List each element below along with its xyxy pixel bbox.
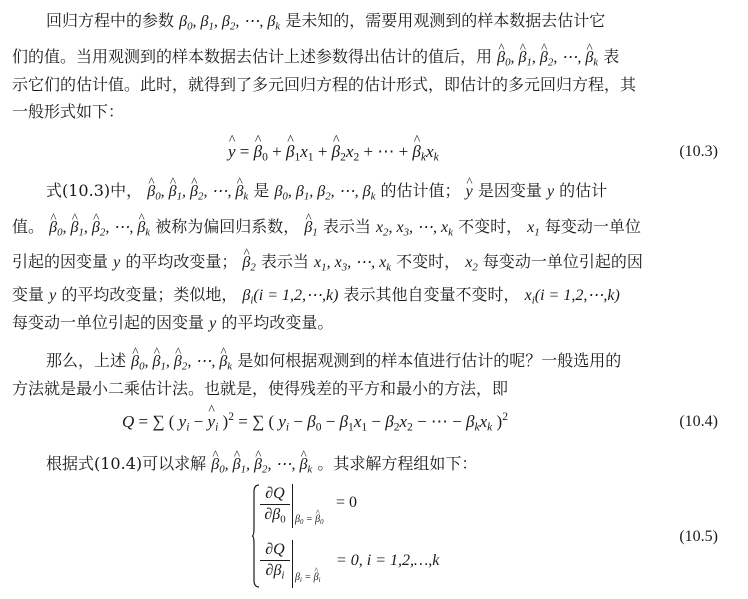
text-span: 的平均改变量；类似地， <box>61 285 238 304</box>
text-span: 变量 <box>12 285 45 304</box>
math-inline: $x_2$ <box>465 254 478 274</box>
text-span: 的平均改变量； <box>125 252 238 271</box>
text-span: 被称为偏回归系数， <box>155 217 300 236</box>
para1-line1 <box>46 10 726 34</box>
text-span: 每变动一单位引起的因变量 <box>12 313 205 332</box>
text-span: 不变时， <box>396 252 461 271</box>
math-inline: y <box>113 254 121 271</box>
text-span: 每变动一单位引起的因 <box>482 252 643 271</box>
math-inline: $x_1$ <box>527 219 540 239</box>
text-span: 表示当 <box>260 252 309 271</box>
text-span: 是未知的，需要用观测到的样本数据去估计它 <box>285 11 606 30</box>
evaluation-subscript: $\beta_i$ = ^ $\beta_i$ <box>295 572 321 583</box>
text-span: 每变动一单位 <box>544 217 641 236</box>
math-inline: $x_1$, $x_3$, ⋯, $x_k$ <box>314 254 392 274</box>
math-inline: ^ $\beta_0$, ^ $\beta_1$, ^ $\beta_2$, ⋯, ^ $\beta_k$ <box>211 456 312 473</box>
text-span: 那么，上述 <box>46 351 127 370</box>
para3-line1 <box>46 350 726 374</box>
para4-line1 <box>46 453 726 477</box>
equation-body: ^ y = ^ $\beta_0$ + ^ $\beta_1x_1$ + ^ $\beta_2x_2$ + ⋯ + ^ $\beta_kx_k$ <box>228 135 439 169</box>
para2-line1 <box>46 180 726 204</box>
math-inline: $\beta_i(i$ = 1,2,⋯,k) <box>242 287 339 307</box>
math-inline: y <box>209 315 217 332</box>
text-span: 的平均改变量。 <box>221 313 334 332</box>
equation-rhs-1: = 0 <box>336 494 358 511</box>
text-span: 们的值。当用观测到的样本数据去估计上述参数得出估计的值后，用 <box>12 47 493 66</box>
text-span: 一般形式如下： <box>12 102 125 121</box>
math-inline: $\beta_0$, $\beta_1$, $\beta_2$, ⋯, $\beta_k$ <box>179 13 281 33</box>
text-span: 的估计 <box>559 181 608 200</box>
partial-fraction-1: $\frac{\partial Q}{\partial\beta_0}$ <box>260 484 290 525</box>
para2-line5 <box>12 312 726 336</box>
equation-rhs-2: = 0, i = 1,2,…,k <box>336 552 440 569</box>
equation-number: (10.4) <box>679 413 718 430</box>
equation-number: (10.5) <box>679 528 718 545</box>
math-inline: y <box>546 183 555 200</box>
text-span: 表 <box>603 47 620 66</box>
text-span: 示它们的估计值。此时，就得到了多元回归方程的估计形式，即估计的多元回归方程，其 <box>12 75 637 94</box>
text-span: 表示其他自变量不变时， <box>343 285 520 304</box>
math-inline: y <box>49 287 57 304</box>
text-span: 。其求解方程组如下： <box>317 454 478 473</box>
para2-line2 <box>12 216 726 240</box>
text-span: 表示当 <box>322 217 371 236</box>
math-inline: ^ $\beta_1$ <box>304 219 317 236</box>
equation-body: Q = ∑ ( $y_i$ − ^ $y_i$ )$^2$ = ∑ ( $y_i - \beta_0 - \beta_1x_1 - \beta_2x_2$ − ⋯ − $\beta_kx_k$ )$^2$ <box>122 405 508 439</box>
text-span: 根据式(10.4)可以求解 <box>46 454 207 473</box>
para2-line4 <box>12 284 726 308</box>
math-inline: ^ y <box>466 181 473 203</box>
text-span: 的估计值； <box>380 181 461 200</box>
text-span: 是 <box>253 181 270 200</box>
text-span: 方法就是最小二乘估计法。也就是，使得残差的平方和最小的方法，即 <box>12 379 509 398</box>
math-inline: ^ $\beta_0$, ^ $\beta_1$, ^ $\beta_2$, ⋯, ^ $\beta_k$ <box>147 183 248 200</box>
para1-line2 <box>12 46 726 70</box>
text-span: 是因变量 <box>477 181 542 200</box>
para2-line3 <box>12 251 726 275</box>
equation-10-5-number-row <box>0 520 748 554</box>
para1-line3 <box>12 74 726 98</box>
equation-10-3 <box>0 135 748 169</box>
equation-10-4 <box>0 405 748 439</box>
text-span: 是如何根据观测到的样本值进行估计的呢？一般选用的 <box>237 351 622 370</box>
text-span: 不变时， <box>458 217 523 236</box>
para3-line2 <box>12 378 726 402</box>
math-inline: ^ $\beta_0$, ^ $\beta_1$, ^ $\beta_2$, ⋯, ^ $\beta_k$ <box>131 353 232 370</box>
para1-line4 <box>12 101 726 125</box>
math-inline: $x_2$, $x_3$, ⋯, $x_k$ <box>375 219 453 239</box>
text-span: 式(10.3)中， <box>46 181 143 200</box>
math-inline: ^ $\beta_0$, ^ $\beta_1$, ^ $\beta_2$, ⋯, ^ $\beta_k$ <box>497 49 598 66</box>
text-span: 值。 <box>12 217 45 236</box>
text-span: 引起的因变量 <box>12 252 109 271</box>
math-inline: ^ $\beta_2$ <box>242 254 255 271</box>
partial-fraction-2: $\frac{\partial Q}{\partial\beta_i}$ <box>260 540 290 581</box>
text-span: 回归方程中的参数 <box>46 11 175 30</box>
math-inline: $x_i(i$ = 1,2,⋯,k) <box>524 287 620 307</box>
math-inline: $\beta_0$, $\beta_1$, $\beta_2$, ⋯, $\beta_k$ <box>274 183 376 203</box>
evaluation-subscript: $\beta_0$ = ^ $\beta_0$ <box>295 514 324 525</box>
math-inline: ^ $\beta_0$, ^ $\beta_1$, ^ $\beta_2$, ⋯, ^ $\beta_k$ <box>49 219 150 236</box>
equation-number: (10.3) <box>679 143 718 160</box>
